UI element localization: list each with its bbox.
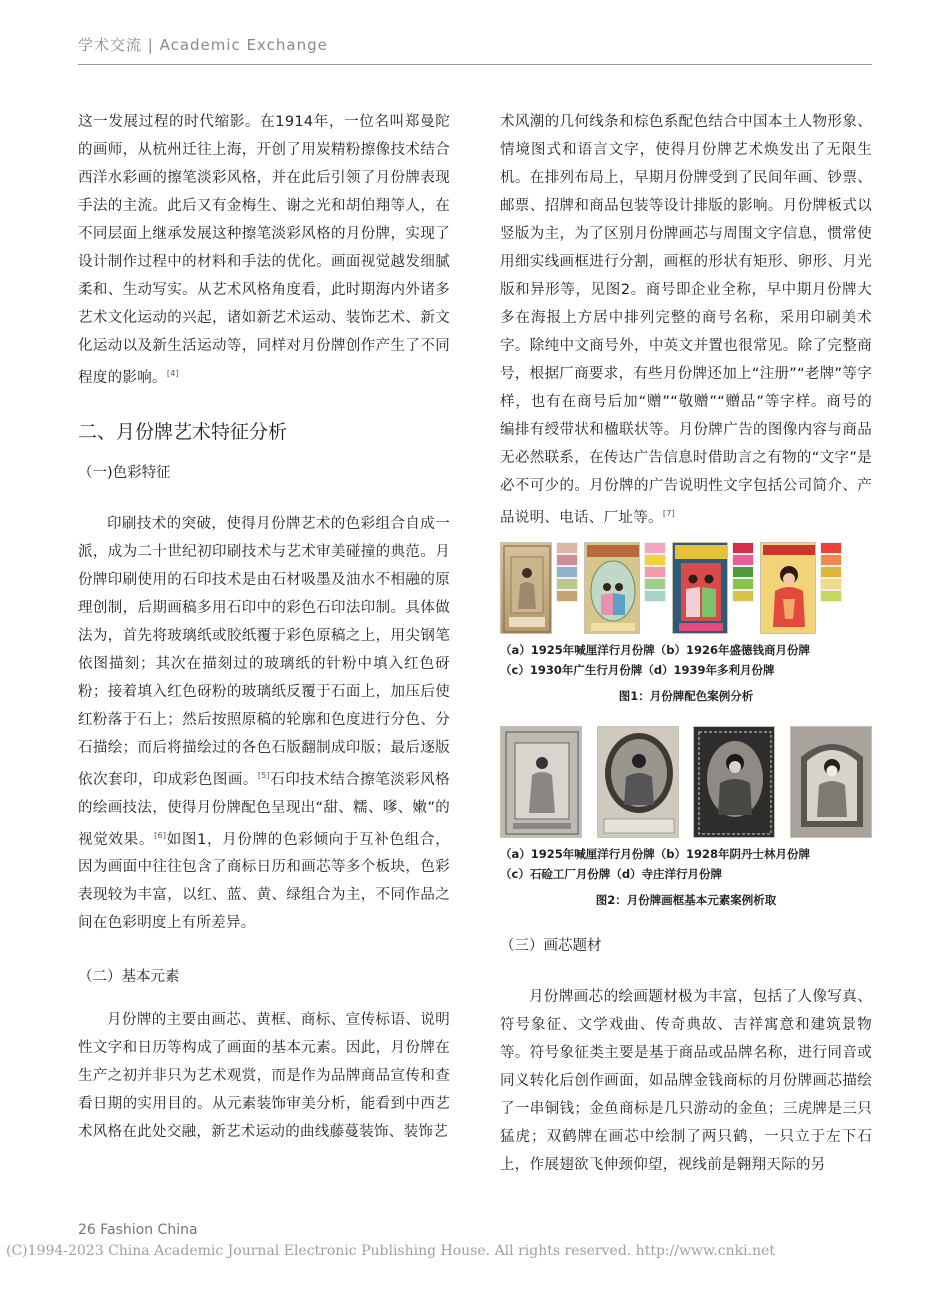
color-palette: [556, 542, 578, 634]
citation-5[interactable]: [5]: [257, 770, 271, 780]
calendar-poster-image: [500, 542, 552, 634]
figure-1-images: [500, 542, 872, 634]
elements-paragraph: 月份牌的主要由画芯、黄框、商标、宣传标语、说明性文字和日历等构成了画面的基本元素。因此，月份牌在生产之初并非只为艺术观赏，而是作为品牌商品宣传和查看日期的实用目的。从元素装饰审美分析，能看到中西艺术风格在此处交融，新艺术运动的曲线藤蔓装饰、装饰艺: [78, 1012, 450, 1141]
color-palette: [820, 542, 842, 634]
citation-6[interactable]: [6]: [154, 830, 167, 840]
color-swatch: [644, 566, 666, 578]
figure-1: [500, 542, 872, 704]
color-swatch: [732, 542, 754, 554]
fig1-item-a: [500, 542, 578, 634]
color-swatch: [556, 590, 578, 602]
figure-2-caption-line-2: （c）石硷工厂月份牌（d）寺庄洋行月份牌: [500, 866, 723, 881]
calendar-poster-image: [760, 542, 816, 634]
intro-paragraph: 这一发展过程的时代缩影。在1914年，一位名叫郑曼陀的画师，从杭州迁往上海，开创了用炭精粉擦像技术结合西洋水彩画的擦笔淡彩风格，并在此后引领了月份牌表现手法的主流。此后又有金梅生、谢之光和胡伯翔等人，在不同层面上继承发展这种擦笔淡彩风格的月份牌，实现了设计制作过程中的材料和手法的优化。画面视觉越发细腻柔和、生动写实。从艺术风格角度看，此时期海内外诸多艺术文化运动的兴起，诸如新艺术运动、装饰艺术、新文化运动以及新生活运动等，同样对月份牌创作产生了不同程度的影响。[4]: [78, 114, 450, 386]
color-swatch: [732, 578, 754, 590]
color-swatch: [732, 566, 754, 578]
fig1-item-c: [672, 542, 754, 634]
page-footer: 26 Fashion China: [78, 1222, 198, 1238]
figure-2-images: [500, 726, 872, 838]
subheading-color: （一)色彩特征: [78, 464, 171, 481]
color-swatch: [644, 554, 666, 566]
theme-paragraph: 月份牌画芯的绘画题材极为丰富，包括了人像写真、符号象征、文学戏曲、传奇典故、吉祥寓意和建筑景物等。符号象征类主要是基于商品或品牌名称，进行同音或同义转化后创作画面，如品牌金钱商标的月份牌画芯描绘了一串铜钱；金鱼商标是几只游动的金鱼；三虎牌是三只猛虎；双鹤牌在画芯中绘制了两只鹤，一只立于左下石上，作展翅欲飞伸颈仰望，视线前是翱翔天际的另: [500, 988, 872, 1173]
calendar-poster-image: [672, 542, 728, 634]
header-rule: [78, 64, 872, 65]
citation-7[interactable]: [7]: [662, 509, 676, 518]
color-swatch: [556, 566, 578, 578]
color-swatch: [556, 554, 578, 566]
section-heading: 二、月份牌艺术特征分析: [78, 420, 288, 443]
color-swatch: [820, 554, 842, 566]
calendar-poster-image: [584, 542, 640, 634]
calendar-poster-image: [597, 726, 679, 838]
running-header: 学术交流 | Academic Exchange: [78, 36, 328, 54]
color-swatch: [556, 542, 578, 554]
color-swatch: [820, 542, 842, 554]
figure-2: [500, 726, 872, 908]
figure-2-caption-line-1: （a）1925年喊厘洋行月份牌（b）1928年阴丹士林月份牌: [500, 846, 811, 861]
color-swatch: [644, 542, 666, 554]
color-swatch: [556, 578, 578, 590]
color-palette: [644, 542, 666, 634]
color-swatch: [644, 590, 666, 602]
subheading-elements: （二）基本元素: [78, 969, 180, 986]
left-column: [78, 108, 450, 1146]
citation-4[interactable]: [4]: [166, 369, 180, 378]
color-swatch: [820, 590, 842, 602]
color-swatch: [732, 590, 754, 602]
subheading-theme: （三）画芯题材: [500, 937, 602, 954]
calendar-poster-image: [693, 726, 775, 838]
calendar-poster-image: [790, 726, 872, 838]
figure-2-title: 图2：月份牌画框基本元素案例析取: [595, 892, 777, 907]
color-palette: [732, 542, 754, 634]
color-swatch: [820, 566, 842, 578]
color-paragraph: 印刷技术的突破，使得月份牌艺术的色彩组合自成一派，成为二十世纪初印刷技术与艺术审美碰撞的典范。月份牌印刷使用的石印技术是由石材吸墨及油水不相融的原理创制，后期画稿多用石印中的彩色石印法印制。具体做法为，首先将玻璃纸或胶纸覆于彩色原稿之上，用尖钢笔依图描刻；其次在描刻过的玻璃纸的针粉中填入红色砑粉；接着填入红色砑粉的玻璃纸反覆于石面上，加压后使红粉落于石上；然后按照原稿的轮廓和色度进行分色、分石描绘；而后将描绘过的各色石版翻制成印版；最后逐版依次套印，印成彩色图画。[5]石印技术结合擦笔淡彩风格的绘画技法，使得月份牌配色呈现出“甜、糯、嗲、嫩”的视觉效果。[6]如图1，月份牌的色彩倾向于互补色组合，因为画面中往往包含了商标日历和画芯等多个板块，色彩表现较为丰富，以红、蓝、黄、绿组合为主，不同作品之间在色彩明度上有所差异。: [78, 515, 451, 932]
color-swatch: [820, 578, 842, 590]
color-swatch: [644, 578, 666, 590]
calendar-poster-image: [500, 726, 582, 838]
figure-1-title: 图1：月份牌配色案例分析: [618, 688, 754, 703]
copyright-notice: (C)1994-2023 China Academic Journal Electronic Publishing House. All rights reserved. http://www.cnki.net: [6, 1243, 776, 1259]
figure-1-caption-line-2: （c）1930年广生行月份牌（d）1939年多利月份牌: [500, 662, 775, 677]
right-column: [500, 108, 872, 1179]
color-swatch: [732, 554, 754, 566]
fig1-item-b: [584, 542, 666, 634]
continued-paragraph: 术风潮的几何线条和棕色系配色结合中国本土人物形象、情境图式和语言文字，使得月份牌艺术焕发出了无限生机。在排列布局上，早期月份牌受到了民间年画、钞票、邮票、招牌和商品包装等设计排版的影响。月份牌板式以竖版为主，为了区别月份牌画芯与周围文字信息，惯常使用细实线画框进行分割，画框的形状有矩形、卵形、月光版和异形等，见图2。商号即企业全称，早中期月份牌大多在海报上方居中排列完整的商号名称，采用印刷美术字。除纯中文商号外，中英文并置也很常见。除了完整商号，根据厂商要求，有些月份牌还加上“注册”“老牌”等字样，也有在商号后加“赠”“敬赠”“赠品”等字样。商号的编排有绶带状和楹联状等。月份牌广告的图像内容与商品无必然联系，在传达广告信息时借助言之有物的“文字”是必不可少的。月份牌的广告说明性文字包括公司简介、产品说明、电话、厂址等。[7]: [500, 114, 872, 526]
figure-1-caption-line-1: （a）1925年喊厘洋行月份牌（b）1926年盛德钱商月份牌: [500, 642, 811, 657]
fig1-item-d: [760, 542, 842, 634]
